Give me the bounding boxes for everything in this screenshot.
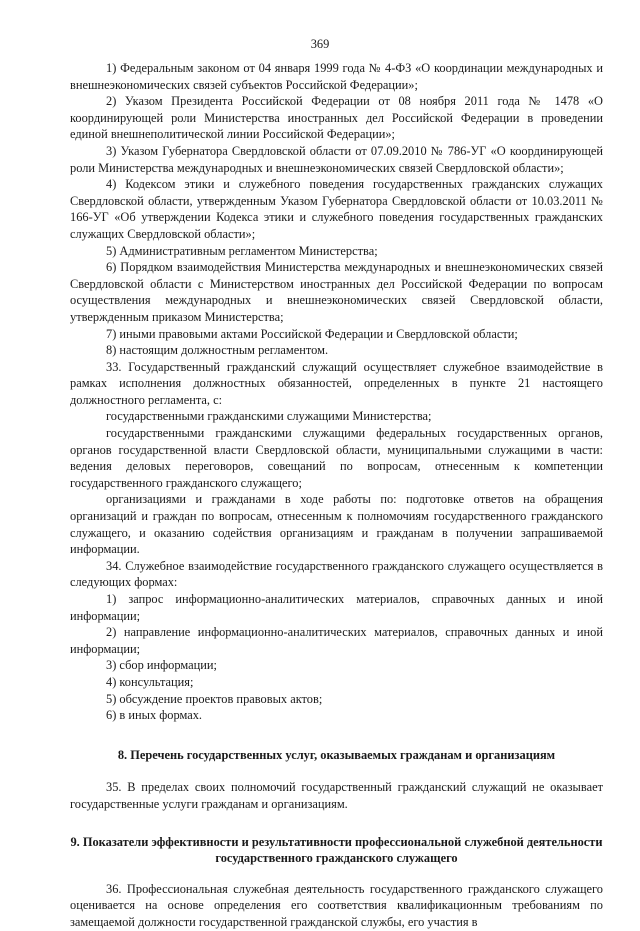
- paragraph: организациями и гражданами в ходе работы по: подготовке ответов на обращения организаций и граждан по вопросам, отнесенным к полномочиям государственного гражданского служащего, и оказанию содействия организациям и гражданам в получении запрашиваемой информации.: [70, 492, 603, 557]
- page-number: 369: [310, 37, 330, 51]
- paragraph: государственными гражданскими служащими Министерства;: [106, 409, 432, 424]
- paragraph: 7) иными правовыми актами Российской Федерации и Свердловской области;: [106, 326, 518, 341]
- paragraph: 33. Государственный гражданский служащий осуществляет служебное взаимодействие в рамках исполнения должностных обязанностей, определенных в пункте 21 настоящего должностного регламента, с:: [70, 359, 603, 407]
- paragraph: 1) запрос информационно-аналитических материалов, справочных данных и иной информации;: [70, 592, 603, 623]
- paragraph: 3) сбор информации;: [106, 658, 217, 673]
- document-body: [70, 60, 603, 931]
- paragraph: 1) Федеральным законом от 04 января 1999 года № 4-ФЗ «О координации международных и внешнеэкономических связей субъектов Российской Федерации»;: [70, 61, 603, 92]
- paragraph: 5) обсуждение проектов правовых актов;: [106, 691, 323, 706]
- paragraph: 34. Служебное взаимодействие государственного гражданского служащего осуществляется в следующих формах:: [70, 558, 603, 590]
- paragraph: 6) в иных формах.: [106, 708, 203, 723]
- paragraph: 5) Административным регламентом Министерства;: [106, 243, 378, 258]
- paragraph-35: 35. В пределах своих полномочий государственный гражданский служащий не оказывает государственные услуги гражданам и организациям.: [70, 780, 603, 811]
- paragraph: государственными гражданскими служащими федеральных государственных органов, органов государственной власти Свердловской области, муниципальными служащими в части: ведения деловых переговоров, совещаний по вопросам, отнесенным к компетенции государственного гражданского служащего;: [70, 426, 603, 490]
- paragraph: 4) консультация;: [106, 674, 194, 689]
- paragraph: 6) Порядком взаимодействия Министерства международных и внешнеэкономических связей Свердловской области с Министерством иностранных дел Российской Федерации по вопросам осуществления международных и внешнеэкономических связей Свердловской области, утвержденным приказом Министерства;: [70, 260, 603, 324]
- section-heading-8: 8. Перечень государственных услуг, оказываемых гражданам и организациям: [117, 747, 556, 762]
- paragraph: 8) настоящим должностным регламентом.: [106, 343, 329, 358]
- paragraph: 2) Указом Президента Российской Федерации от 08 ноября 2011 года № 1478 «О координирующей роли Министерства иностранных дел Российской Федерации в проведении единой внешнеполитической линии Российской Федерации»;: [70, 94, 603, 142]
- section-heading-9: 9. Показатели эффективности и результативности профессиональной служебной деятельности государственного гражданского служащего: [70, 834, 603, 866]
- paragraph-36: 36. Профессиональная служебная деятельность государственного гражданского служащего оценивается на основе определения его соответствия квалификационным требованиям по замещаемой должности государственной гражданской службы, его участия в: [70, 881, 603, 929]
- paragraph: 4) Кодексом этики и служебного поведения государственных гражданских служащих Свердловской области, утвержденным Указом Губернатора Свердловской области от 10.03.2011 № 166-УГ «Об утверждении Кодекса этики и служебного поведения государственных гражданских служащих Свердловской области»;: [70, 177, 603, 241]
- paragraph: 2) направление информационно-аналитических материалов, справочных данных и иной информации;: [70, 625, 603, 656]
- paragraph: 3) Указом Губернатора Свердловской области от 07.09.2010 № 786-УГ «О координирующей роли Министерства международных и внешнеэкономических связей Свердловской области»;: [70, 143, 603, 175]
